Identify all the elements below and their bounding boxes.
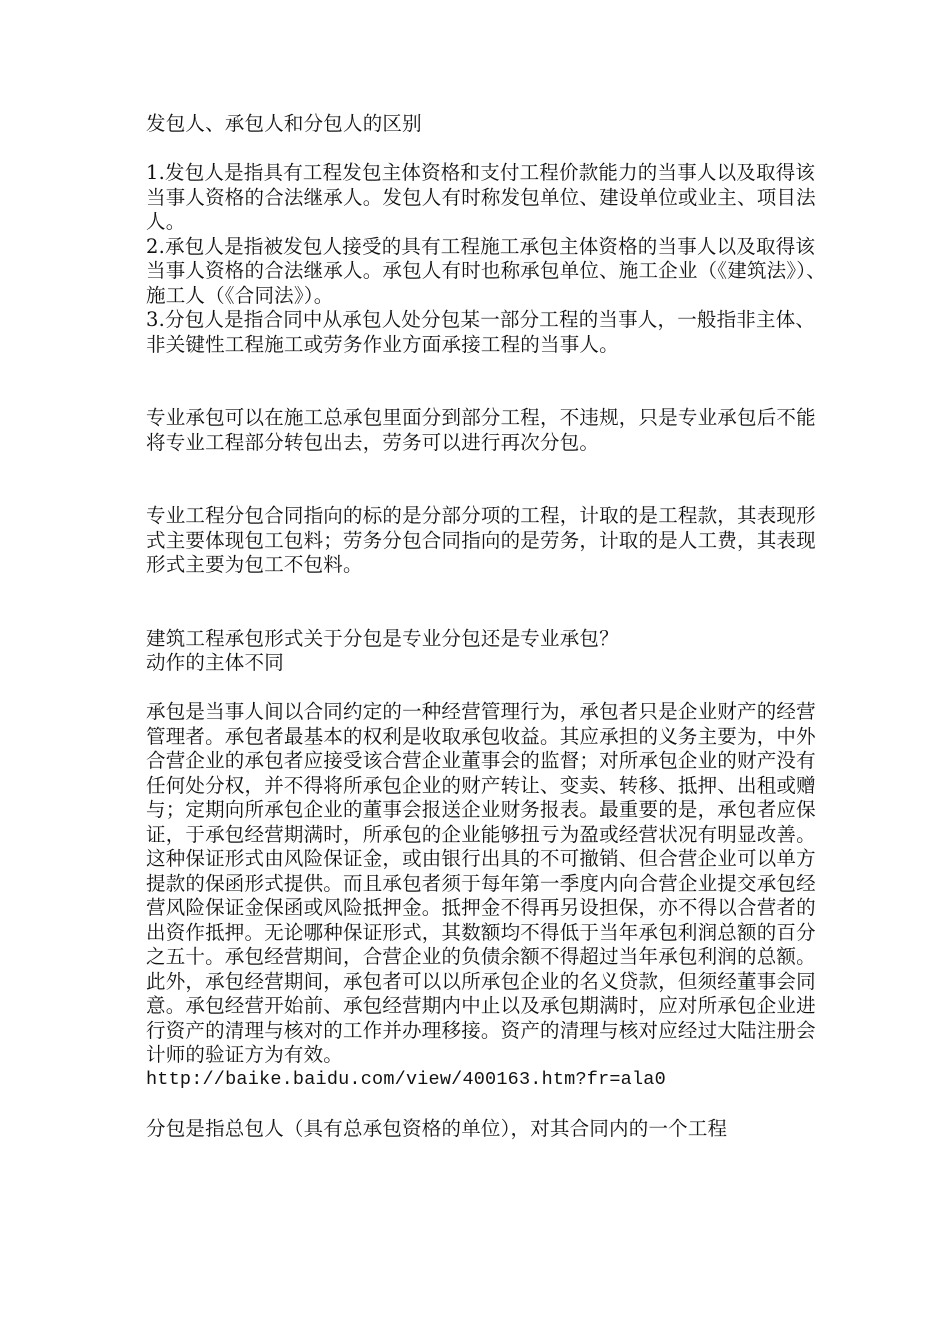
- paragraph-specialty-contracting: 专业承包可以在施工总承包里面分到部分工程，不违规，只是专业承包后不能将专业工程部分转包出去，劳务可以进行再次分包。: [146, 406, 816, 454]
- question-heading: 建筑工程承包形式关于分包是专业分包还是专业承包？: [146, 626, 619, 650]
- document-title: 发包人、承包人和分包人的区别: [146, 112, 422, 135]
- paragraph-subcontract-definition: 分包是指总包人（具有总承包资格的单位），对其合同内的一个工程: [146, 1116, 728, 1140]
- spacer: [146, 455, 826, 504]
- source-link[interactable]: http://baike.baidu.com/view/400163.htm?fr=ala0: [146, 1068, 666, 1090]
- subheading: 动作的主体不同: [146, 651, 284, 674]
- spacer: [146, 1092, 826, 1117]
- spacer: [146, 578, 826, 627]
- spacer: [146, 137, 826, 162]
- paragraph-contracting-definition: 承包是当事人间以合同约定的一种经营管理行为，承包者只是企业财产的经营管理者。承包者最基本的权利是收取承包收益。其应承担的义务主要为，中外合营企业的承包者应接受该合营企业董事会的监督；对所承包企业的财产没有任何处分权，并不得将所承包企业的财产转让、变卖、转移、抵押、出租或赠与；定期向所承包企业的董事会报送企业财务报表。最重要的是，承包者应保证，于承包经营期满时，所承包的企业能够扭亏为盈或经营状况有明显改善。这种保证形式由风险保证金，或由银行出具的不可撤销、但合营企业可以单方提款的保函形式提供。而且承包者须于每年第一季度内向合营企业提交承包经营风险保证金保函或风险抵押金。抵押金不得再另设担保，亦不得以合营者的出资作抵押。无论哪种保证形式，其数额均不得低于当年承包利润总额的百分之五十。承包经营期间，合营企业的负债余额不得超过当年承包利润的总额。此外，承包经营期间，承包者可以以所承包企业的名义贷款，但须经董事会同意。承包经营开始前、承包经营期内中止以及承包期满时，应对所承包企业进行资产的清理与核对的工作并办理移接。资产的清理与核对应经过大陆注册会计师的验证方为有效。: [146, 700, 816, 1066]
- point-1-employer: 1.发包人是指具有工程发包主体资格和支付工程价款能力的当事人以及取得该当事人资格的合法继承人。发包人有时称发包单位、建设单位或业主、项目法人。: [146, 161, 816, 233]
- spacer: [146, 676, 826, 701]
- point-2-contractor: 2.承包人是指被发包人接受的具有工程施工承包主体资格的当事人以及取得该当事人资格的合法继承人。承包人有时也称承包单位、施工企业（《建筑法》）、施工人（《合同法》）。: [146, 234, 826, 307]
- point-3-subcontractor: 3.分包人是指合同中从承包人处分包某一部分工程的当事人，一般指非主体、非关键性工程施工或劳务作业方面承接工程的当事人。: [146, 308, 816, 356]
- paragraph-contract-comparison: 专业工程分包合同指向的标的是分部分项的工程，计取的是工程款，其表现形式主要体现包工包料；劳务分包合同指向的是劳务，计取的是人工费，其表现形式主要为包工不包料。: [146, 504, 816, 576]
- document-page: [146, 112, 826, 1141]
- spacer: [146, 357, 826, 406]
